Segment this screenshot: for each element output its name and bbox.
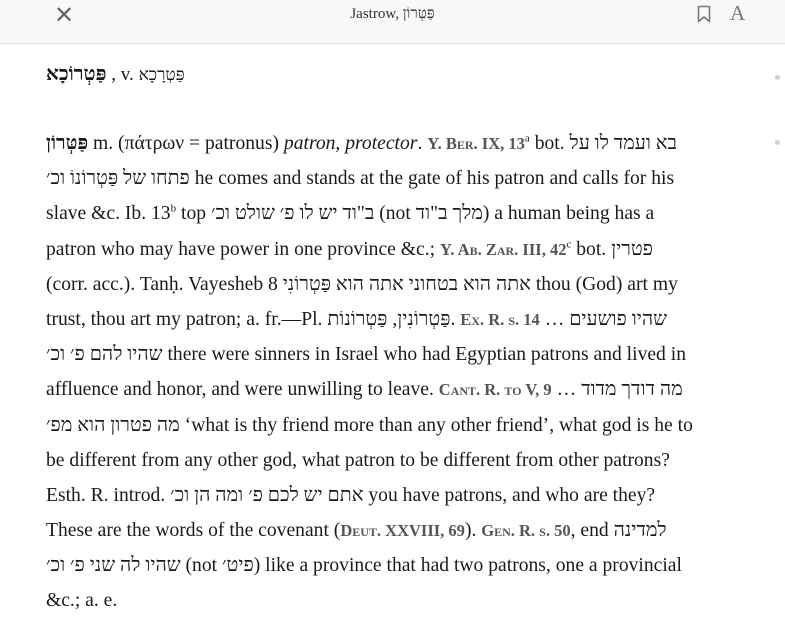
text: … bbox=[551, 379, 582, 401]
superscript: a bbox=[524, 132, 530, 145]
definition-line bbox=[46, 478, 746, 513]
text: These are the words of the covenant ( bbox=[46, 520, 341, 542]
text: (corr. acc.). Tanḥ. Vayesheb 8 bbox=[46, 273, 283, 295]
page-title: Jastrow, פַּטְּרוֹן bbox=[350, 6, 435, 22]
definition-line bbox=[46, 302, 746, 337]
hebrew-text: מלך ב"וד bbox=[415, 203, 483, 225]
hebrew-text: פַּטְרוֹנִין, פַּטְרוֹנוֹת bbox=[327, 308, 451, 330]
definition-line bbox=[46, 337, 746, 372]
entry-reference[interactable]: פַּטְרָכָא bbox=[138, 65, 185, 84]
text: ‘what is thy friend more than any other friend’, what god is he to bbox=[179, 414, 693, 436]
text: … bbox=[539, 308, 570, 330]
definition-line bbox=[46, 267, 746, 302]
superscript: b bbox=[170, 202, 177, 215]
hebrew-text: שהיו להם פ׳ וכ׳ bbox=[46, 344, 163, 366]
hebrew-text: בא ועמד לו על bbox=[569, 133, 678, 154]
entry-headword: פַּטְרוֹכָא bbox=[46, 63, 107, 85]
close-icon[interactable]: ✕ bbox=[53, 1, 75, 29]
text: he comes and stands at the gate of his patron and calls for his bbox=[189, 168, 675, 190]
entry-marker-dot bbox=[775, 75, 780, 80]
entry-headword: פַּטְּרוֹן bbox=[46, 133, 89, 154]
text: . bbox=[417, 133, 428, 154]
text: patron who may have power in one province &c.; bbox=[46, 238, 440, 260]
text: (not bbox=[180, 555, 222, 577]
text: bot. bbox=[529, 133, 570, 154]
font-size-button[interactable]: A bbox=[730, 1, 746, 25]
text: trust, thou art my patron; a. fr.—Pl. bbox=[46, 308, 328, 330]
hebrew-text: אתם יש לכם פ׳ ומה הן וכ׳ bbox=[170, 484, 364, 506]
hebrew-text: מה דודך מדוד bbox=[581, 379, 683, 401]
definition-line bbox=[46, 443, 746, 478]
bookmark-icon[interactable] bbox=[697, 5, 711, 23]
text: Esth. R. introd. bbox=[46, 484, 171, 506]
hebrew-text: מה פטרון הוא מפ׳ bbox=[46, 414, 180, 436]
text: . bbox=[450, 308, 461, 330]
gloss: patron, protector bbox=[283, 133, 418, 154]
text: top bbox=[176, 203, 211, 225]
text: slave &c. Ib. 13 bbox=[46, 203, 171, 225]
hebrew-text: שהיו פושעים bbox=[569, 308, 667, 330]
text: &c.; a. e. bbox=[46, 590, 118, 612]
definition-line bbox=[46, 196, 746, 231]
hebrew-text: ב"וד יש לו פ׳ שולט וכ׳ bbox=[210, 203, 375, 225]
text: ). bbox=[464, 520, 482, 542]
entry-marker-dot bbox=[775, 140, 780, 145]
hebrew-text: שהיו לה שני פ׳ וכ׳ bbox=[46, 555, 181, 577]
top-bar bbox=[0, 0, 785, 44]
definition-line bbox=[46, 161, 746, 196]
superscript: c bbox=[566, 238, 572, 251]
text: there were sinners in Israel who had Egyptian patrons and lived in bbox=[162, 344, 686, 366]
source-reference[interactable]: Ex. R. s. 14 bbox=[460, 309, 540, 329]
hebrew-text: למדינה bbox=[613, 520, 667, 542]
entry-prev bbox=[46, 63, 185, 86]
entry-definition bbox=[46, 126, 746, 619]
text: you have patrons, and who are they? bbox=[363, 484, 656, 506]
hebrew-text: פטרין bbox=[611, 238, 653, 260]
text: (not bbox=[374, 203, 416, 225]
text: thou (God) art my bbox=[530, 273, 678, 295]
source-reference[interactable]: Deut. XXVIII, 69 bbox=[340, 521, 465, 541]
source-reference[interactable]: Y. Ber. IX, 13 bbox=[427, 134, 525, 153]
definition-line bbox=[46, 513, 746, 548]
hebrew-text: פתחו של פַּטְרוֹנוֹ וכ׳ bbox=[46, 168, 190, 190]
definition-line bbox=[46, 372, 746, 407]
text: m. (πάτρων = patronus) bbox=[88, 133, 284, 154]
text: ) like a province that had two patrons, one a provincial bbox=[253, 555, 682, 577]
text: , end bbox=[570, 520, 614, 542]
text: affluence and honor, and were unwilling to leave. bbox=[46, 379, 439, 401]
definition-line bbox=[46, 408, 746, 443]
definition-line bbox=[46, 583, 746, 618]
hebrew-text: אתה הוא בטחוני אתה הוא פַּטְרוֹנִי bbox=[282, 273, 531, 295]
text: bot. bbox=[571, 238, 612, 260]
text: ) a human being has a bbox=[482, 203, 655, 225]
entry-separator: , v. bbox=[106, 64, 139, 85]
definition-line bbox=[46, 548, 746, 583]
definition-line bbox=[46, 126, 746, 161]
source-reference[interactable]: Cant. R. to V, 9 bbox=[438, 380, 552, 400]
text: be different from any other god, what patron to be different from other patrons? bbox=[46, 449, 670, 471]
source-reference[interactable]: Y. Ab. Zar. III, 42 bbox=[439, 239, 567, 259]
source-reference[interactable]: Gen. R. s. 50 bbox=[481, 521, 571, 541]
hebrew-text: פיט׳ bbox=[221, 555, 254, 577]
definition-line bbox=[46, 232, 746, 267]
